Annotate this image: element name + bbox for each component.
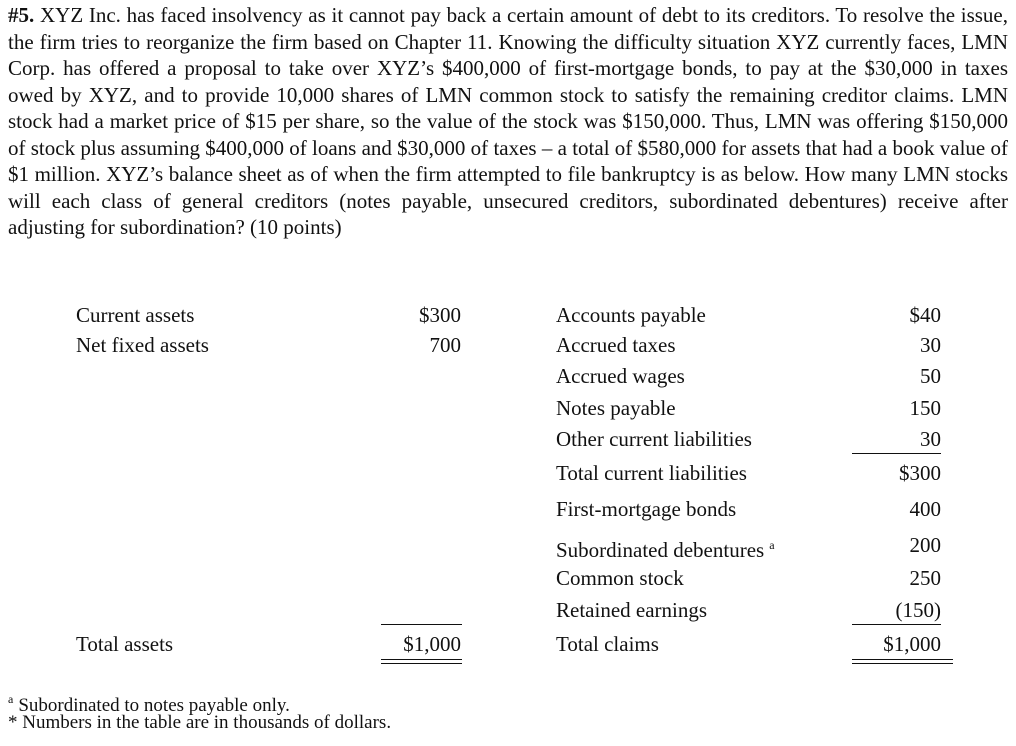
asset-value-fixed: 700 [429, 333, 461, 357]
claim-value-common-stock: 250 [909, 566, 941, 590]
claim-label-other-current: Other current liabilities [556, 427, 752, 451]
claims-double-rule-1 [852, 659, 953, 660]
asset-label-total: Total assets [76, 632, 174, 656]
claim-value-other-current: 30 [920, 427, 941, 451]
claim-label-subordinated-text: Subordinated debentures [556, 538, 765, 562]
current-liabilities-rule [852, 453, 941, 454]
question-body: XYZ Inc. has faced insolvency as it cannot pay back a certain amount of debt to its creditors. To resolve the issue, the firm tries to reorganize the firm based on Chapter 11. Knowing the difficulty situation XYZ currently faces, LMN Corp. has offered a proposal to take over XYZ’s $400,000 of first-mortgage bonds, to pay at the $30,000 in taxes owed by XYZ, and to provide 10,000 shares of LMN common stock to satisfy the remaining creditor claims. LMN stock had a market price of $15 per share, so the value of the stock was $150,000. Thus, LMN was offering $150,000 of stock plus assuming $400,000 of loans and $30,000 of taxes – a total of $580,000 for assets that had a book value of $1 million. XYZ’s balance sheet as of when the firm attempted to file bankruptcy is as below. How many LMN stocks will each class of general creditors (notes payable, unsecured creditors, subordinated debentures) receive after adjusting for subordination? (10 points) [8, 3, 1009, 239]
question-number: #5. [8, 3, 35, 27]
claim-label-total-claims: Total claims [556, 632, 659, 656]
claim-value-total-current: $300 [899, 461, 941, 485]
claim-value-notes-payable: 150 [909, 396, 941, 420]
claim-label-accrued-wages: Accrued wages [556, 364, 685, 388]
assets-total-rule [381, 624, 462, 625]
footnote-units-text: Numbers in the table are in thousands of dollars. [22, 712, 392, 733]
claim-label-first-mortgage: First-mortgage bonds [556, 497, 737, 521]
footnote-a-text: Subordinated to notes payable only. [18, 695, 290, 716]
claims-double-rule-2 [852, 663, 953, 664]
claim-value-accrued-taxes: 30 [920, 333, 941, 357]
asset-label-current: Current assets [76, 303, 195, 327]
claim-value-first-mortgage: 400 [909, 497, 941, 521]
claim-value-accrued-wages: 50 [920, 364, 941, 388]
claims-total-rule [852, 624, 941, 625]
claim-value-retained-earnings: (150) [895, 598, 941, 622]
assets-double-rule-2 [381, 663, 462, 664]
claim-value-subordinated: 200 [909, 533, 941, 557]
claim-label-accrued-taxes: Accrued taxes [556, 333, 676, 357]
assets-double-rule-1 [381, 659, 462, 660]
claim-label-notes-payable: Notes payable [556, 396, 676, 420]
claim-label-retained-earnings: Retained earnings [556, 598, 708, 622]
claim-label-accounts-payable: Accounts payable [556, 303, 706, 327]
footnote-marker-a: a [769, 538, 775, 552]
asset-value-current: $300 [419, 303, 461, 327]
claim-label-subordinated [556, 533, 775, 562]
asset-value-total: $1,000 [403, 632, 461, 656]
claim-value-accounts-payable: $40 [909, 303, 941, 327]
claim-label-common-stock: Common stock [556, 566, 684, 590]
footnote-units-mark: * [8, 712, 18, 733]
footnote-a-mark: a [8, 692, 14, 706]
footnote-units [8, 712, 391, 734]
claim-value-total-claims: $1,000 [883, 632, 941, 656]
claim-label-total-current: Total current liabilities [556, 461, 747, 485]
asset-label-fixed: Net fixed assets [76, 333, 209, 357]
